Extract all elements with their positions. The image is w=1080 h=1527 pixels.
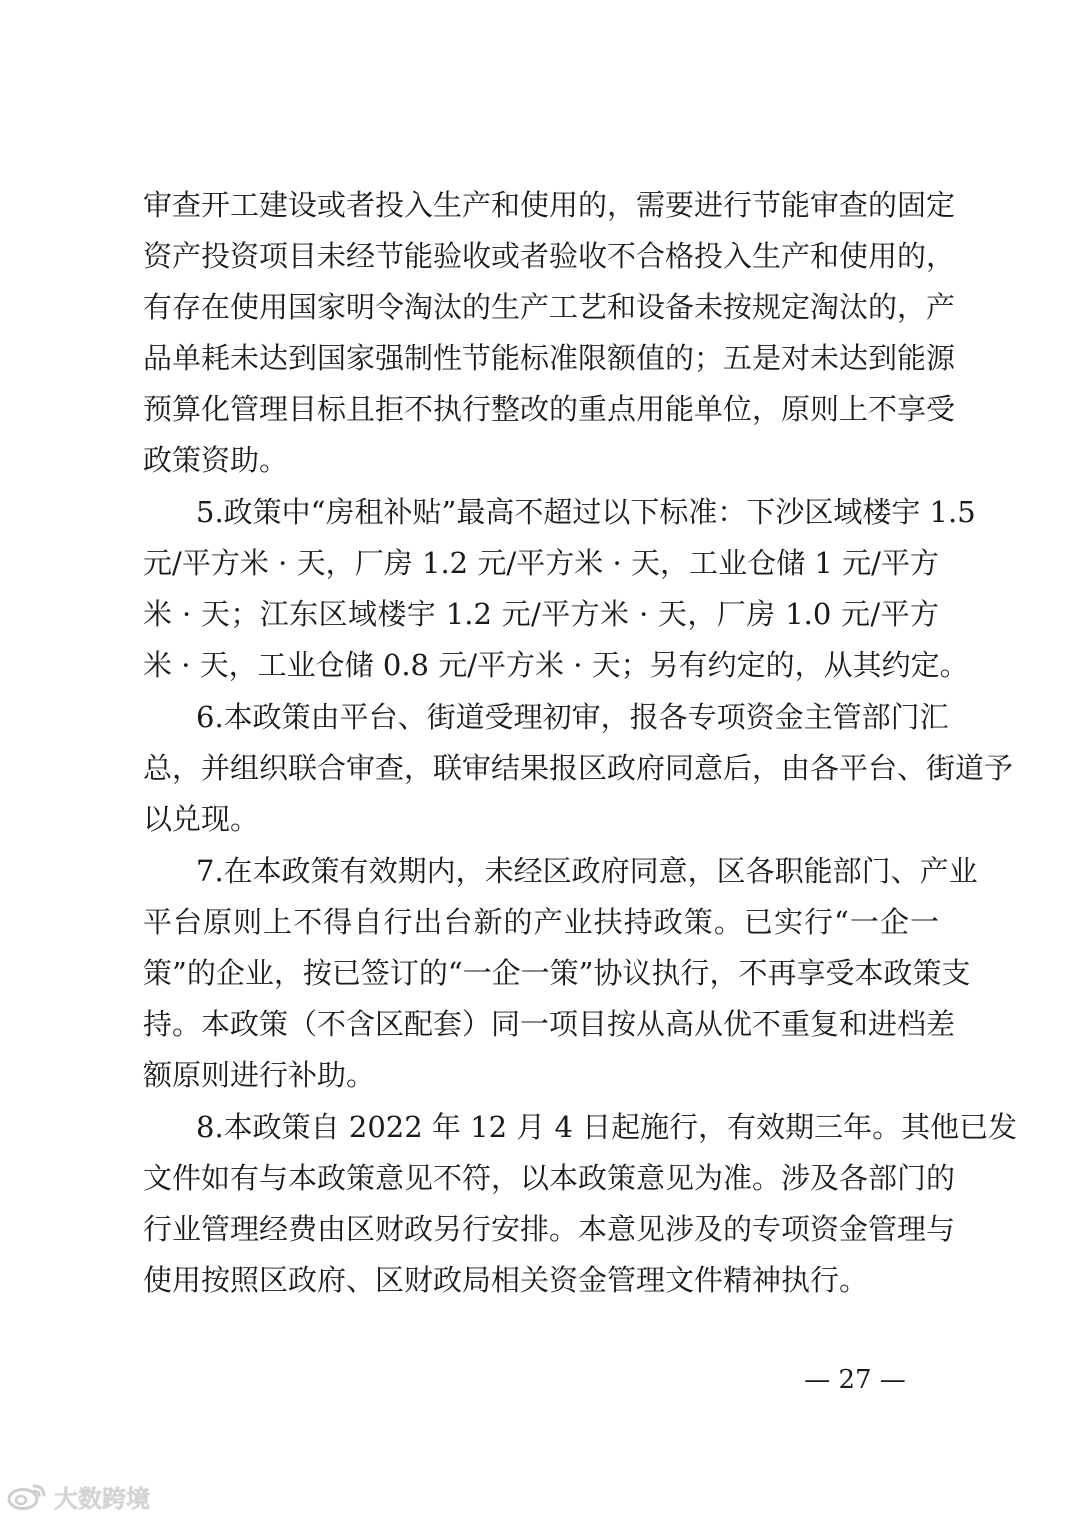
text-line: 额原则进行补助。: [143, 1058, 376, 1092]
paragraph-5-line: 5.政策中“房租补贴”最高不超过以下标准：下沙区域楼宇 1.5: [196, 495, 976, 529]
text-line: 审查开工建设或者投入生产和使用的，需要进行节能审查的固定: [143, 188, 956, 222]
watermark: [6, 1478, 150, 1514]
text-line: 行业管理经费由区财政另行安排。本意见涉及的专项资金管理与: [143, 1212, 956, 1246]
text-line: 以兑现。: [143, 802, 260, 836]
text-line: 平台原则上不得自行出台新的产业扶持政策。已实行“一企一: [143, 905, 939, 939]
page-number: — 27 —: [804, 1365, 906, 1395]
text-line: 资产投资项目未经节能验收或者验收不合格投入生产和使用的，: [143, 239, 956, 273]
text-line: 持。本政策（不含区配套）同一项目按从高从优不重复和进档差: [143, 1007, 956, 1041]
text-line: 米 · 天，工业仓储 0.8 元/平方米 · 天；另有约定的，从其约定。: [143, 648, 969, 682]
weibo-logo-icon: [6, 1481, 48, 1511]
paragraph-6-line: 6.本政策由平台、街道受理初审，报各专项资金主管部门汇: [196, 700, 949, 734]
text-line: 元/平方米 · 天，厂房 1.2 元/平方米 · 天，工业仓储 1 元/平方: [143, 546, 939, 580]
paragraph-8-line: 8.本政策自 2022 年 12 月 4 日起施行，有效期三年。其他已发: [196, 1110, 1018, 1144]
text-line: 总，并组织联合审查，联审结果报区政府同意后，由各平台、街道予: [143, 751, 1014, 785]
text-line: 文件如有与本政策意见不符，以本政策意见为准。涉及各部门的: [143, 1161, 956, 1195]
text-line: 品单耗未达到国家强制性节能标准限额值的；五是对未达到能源: [143, 341, 956, 375]
text-line: 预算化管理目标且拒不执行整改的重点用能单位，原则上不享受: [143, 392, 956, 426]
text-line: 有存在使用国家明令淘汰的生产工艺和设备未按规定淘汰的，产: [143, 290, 956, 324]
text-line: 使用按照区政府、区财政局相关资金管理文件精神执行。: [143, 1263, 869, 1297]
watermark-text: 大数跨境: [54, 1484, 150, 1513]
text-line: 米 · 天；江东区域楼宇 1.2 元/平方米 · 天，厂房 1.0 元/平方: [143, 597, 939, 631]
paragraph-7-line: 7.在本政策有效期内，未经区政府同意，区各职能部门、产业: [196, 854, 978, 888]
text-line: 政策资助。: [143, 443, 289, 477]
text-line: 策”的企业，按已签订的“一企一策”协议执行，不再享受本政策支: [143, 956, 971, 990]
